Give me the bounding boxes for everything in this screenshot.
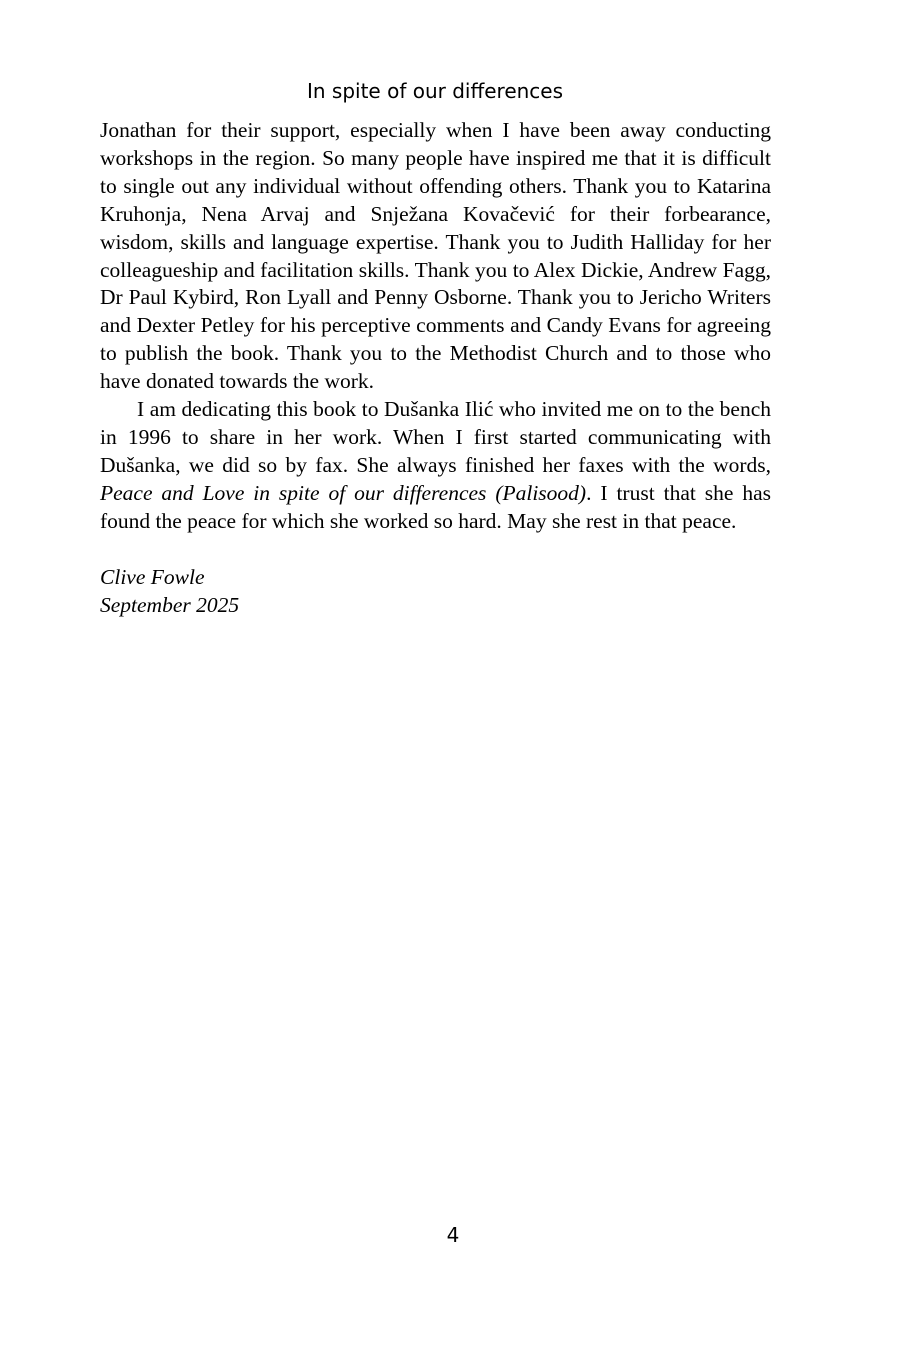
dedication-text-end: . I trust that she has found the peace for which she worked so hard. May she rest in that peace.: [100, 480, 771, 533]
signature-date: September 2025: [100, 592, 240, 617]
page-number: 4: [446, 1223, 460, 1247]
dedication-quote: Peace and Love in spite of our differences (Palisood): [100, 480, 587, 505]
paragraph-dedication: [100, 396, 771, 536]
dedication-text-start: I am dedicating this book to Dušanka Ilić who invited me on to the bench in 1996 to share in her work. When I first started communicating with Dušanka, we did so by fax. She always finished her faxes with the words,: [100, 397, 771, 477]
signature-block: [100, 563, 771, 619]
running-title: In spite of our differences: [306, 79, 564, 103]
body-text: [100, 117, 771, 619]
paragraph-acknowledgements: Jonathan for their support, especially when I have been away conducting workshops in the region. So many people have inspired me that it is difficult to single out any individual without offending others. Thank you to Katarina Kruhonja, Nena Arvaj and Snježana Kovačević for their forbearance, wisdom, skills and language expertise. Thank you to Judith Halliday for her colleagueship and facilitation skills. Thank you to Alex Dickie, Andrew Fagg, Dr Paul Kybird, Ron Lyall and Penny Osborne. Thank you to Jericho Writers and Dexter Petley for his perceptive comments and Candy Evans for agreeing to publish the book. Thank you to the Methodist Church and to those who have donated towards the work.: [100, 118, 771, 394]
author-name: Clive Fowle: [100, 564, 205, 589]
